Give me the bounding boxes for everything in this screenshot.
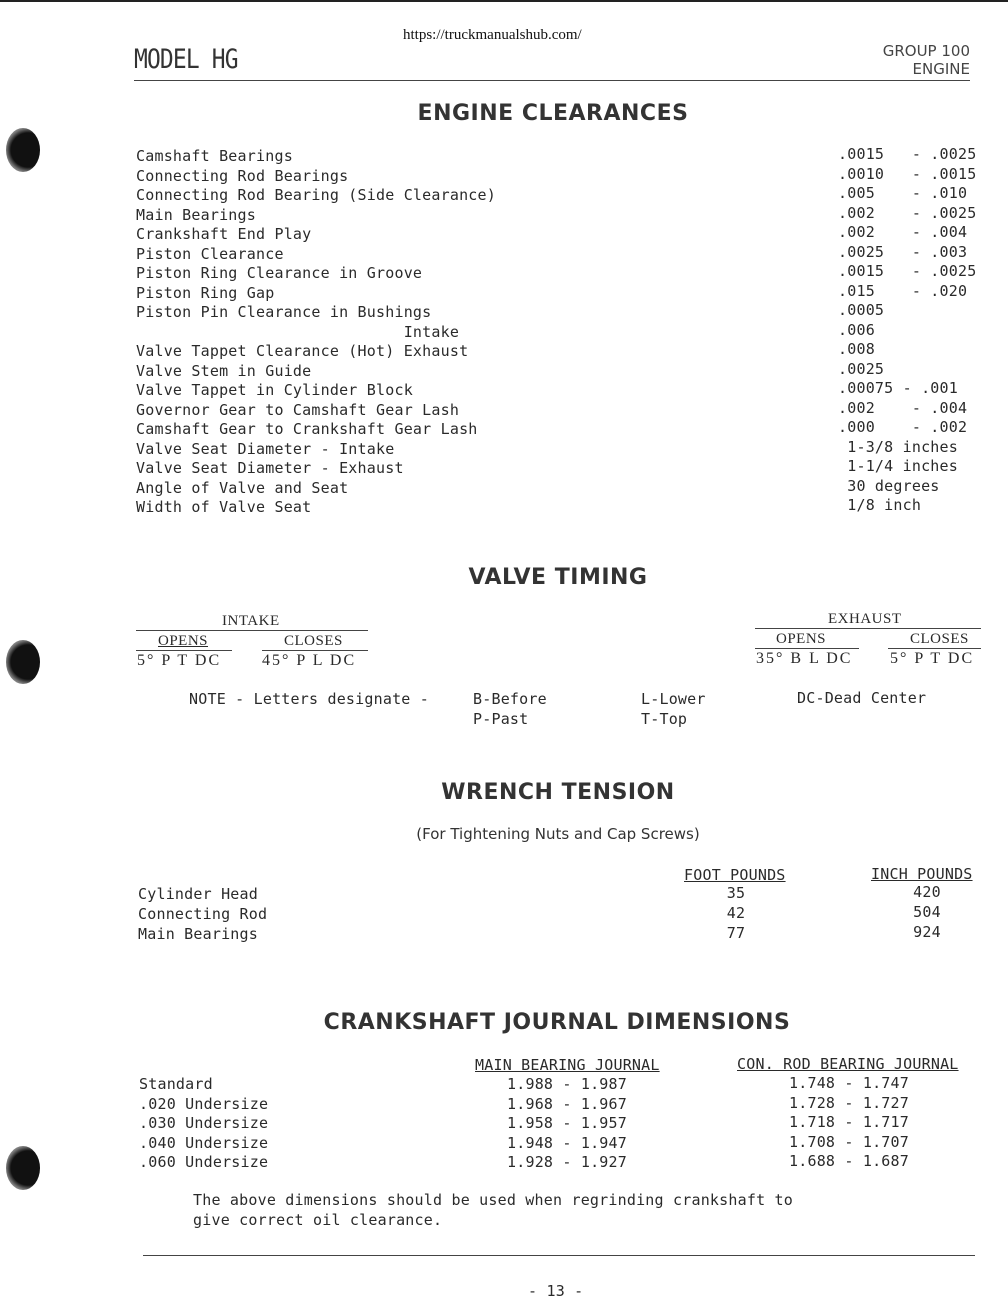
crankshaft-title: CRANKSHAFT JOURNAL DIMENSIONS: [323, 1010, 791, 1035]
wrench-row-inch: 504: [913, 903, 941, 921]
engine-clearances-title: ENGINE CLEARANCES: [417, 101, 689, 126]
intake-closes-label: CLOSES: [284, 633, 343, 649]
punch-hole-bottom: [6, 1146, 40, 1190]
crank-row-rod: 1.688 - 1.687: [789, 1152, 909, 1170]
intake-opens-label: OPENS: [158, 633, 209, 649]
crank-row-rod: 1.718 - 1.717: [789, 1113, 909, 1131]
model-title: MODEL HG: [134, 44, 238, 75]
timing-note-prefix: NOTE - Letters designate -: [189, 690, 429, 708]
clearance-label: Piston Pin Clearance in Bushings: [136, 303, 432, 321]
crank-row-label: Standard: [139, 1075, 213, 1093]
intake-rule: [136, 630, 368, 631]
clearance-value: .0025 - .003: [838, 242, 968, 261]
clearance-label: Connecting Rod Bearings: [136, 166, 349, 185]
group-sub-label: ENGINE: [912, 60, 970, 78]
clearance-value: .002 - .0025: [838, 203, 977, 222]
clearance-label: Crankshaft End Play: [136, 225, 312, 243]
valve-timing-title: VALVE TIMING: [468, 565, 648, 590]
clearance-value: .000 - .002: [838, 418, 968, 436]
clearance-value: .002 - .004: [838, 398, 968, 417]
exhaust-closes-rule: [888, 648, 981, 649]
crank-row-main: 1.968 - 1.967: [507, 1094, 627, 1113]
clearance-label: Angle of Valve and Seat: [136, 478, 349, 497]
crank-row-main: 1.958 - 1.957: [507, 1114, 627, 1132]
con-rod-journal-header: CON. ROD BEARING JOURNAL: [737, 1055, 959, 1073]
exhaust-opens-label: OPENS: [776, 631, 827, 647]
clearance-value: .008: [838, 340, 875, 358]
clearance-label: Valve Stem in Guide: [136, 361, 312, 380]
group-label: GROUP 100: [882, 42, 970, 60]
clearance-value: .005 - .010: [838, 184, 968, 202]
header-url[interactable]: https://truckmanualshub.com/: [403, 27, 582, 43]
intake-label: INTAKE: [222, 613, 280, 629]
clearance-label: Connecting Rod Bearing (Side Clearance): [136, 186, 496, 204]
timing-note-past: P-Past: [473, 710, 529, 728]
timing-note-before: B-Before: [473, 690, 547, 708]
clearance-value: .015 - .020: [838, 281, 968, 300]
clearance-value: 1/8 inch: [838, 496, 922, 514]
intake-opens-rule: [136, 650, 232, 651]
clearance-value: .006: [838, 320, 875, 339]
exhaust-closes-value: 5° P T DC: [890, 650, 975, 667]
crank-row-label: .040 Undersize: [139, 1133, 269, 1152]
wrench-row-foot: 77: [726, 924, 746, 942]
clearance-label: Width of Valve Seat: [136, 498, 312, 516]
clearance-value: .002 - .004: [838, 223, 968, 241]
clearance-label: Main Bearings: [136, 205, 256, 224]
clearance-label: Valve Seat Diameter - Intake: [136, 439, 395, 458]
timing-note-top: T-Top: [641, 710, 688, 728]
clearance-value: .0010 - .0015: [838, 164, 977, 183]
clearance-label: Valve Seat Diameter - Exhaust: [136, 459, 404, 477]
crank-row-label: .030 Undersize: [139, 1114, 269, 1132]
exhaust-opens-value: 35° B L DC: [756, 650, 853, 667]
exhaust-rule: [755, 628, 981, 629]
clearance-value: .0005: [838, 301, 885, 319]
wrench-row-inch: 924: [913, 923, 941, 941]
top-edge-line: [0, 0, 1008, 2]
wrench-row-label: Cylinder Head: [138, 885, 258, 903]
crankshaft-note-line-1: The above dimensions should be used when regrinding crankshaft to: [193, 1191, 793, 1209]
crank-row-main: 1.928 - 1.927: [507, 1153, 627, 1171]
inch-pounds-header: INCH POUNDS: [871, 865, 973, 883]
clearance-value: 1-1/4 inches: [838, 457, 958, 475]
intake-opens-value: 5° P T DC: [137, 652, 222, 669]
clearance-label: Camshaft Gear to Crankshaft Gear Lash: [136, 420, 478, 438]
punch-hole-middle: [6, 640, 40, 684]
clearance-label: Piston Clearance: [136, 244, 284, 263]
wrench-row-foot: 42: [726, 904, 746, 922]
exhaust-closes-label: CLOSES: [910, 631, 969, 647]
clearance-label: Piston Ring Clearance in Groove: [136, 264, 423, 282]
clearance-label: Valve Tappet Clearance (Hot) Exhaust: [136, 342, 469, 360]
clearance-value: .0015 - .0025: [838, 262, 977, 280]
wrench-row-label: Main Bearings: [138, 925, 258, 943]
clearance-label: Camshaft Bearings: [136, 147, 293, 165]
crank-row-main: 1.948 - 1.947: [507, 1133, 627, 1152]
clearance-value: 30 degrees: [838, 476, 940, 495]
timing-note-dead-center: DC-Dead Center: [797, 689, 927, 707]
foot-pounds-header: FOOT POUNDS: [684, 866, 786, 884]
intake-closes-value: 45° P L DC: [262, 652, 357, 669]
clearance-label: Governor Gear to Camshaft Gear Lash: [136, 400, 460, 419]
crank-row-main: 1.988 - 1.987: [507, 1075, 627, 1093]
clearance-value: .00075 - .001: [838, 379, 958, 397]
footer-rule: [143, 1255, 975, 1256]
intake-closes-rule: [262, 650, 368, 651]
page-number: - 13 -: [528, 1282, 584, 1300]
crank-row-label: .020 Undersize: [139, 1094, 269, 1113]
clearance-value: .0025: [838, 359, 885, 378]
exhaust-opens-rule: [755, 648, 859, 649]
clearance-value: 1-3/8 inches: [838, 437, 958, 456]
crank-row-rod: 1.748 - 1.747: [789, 1074, 909, 1092]
wrench-row-foot: 35: [726, 884, 746, 902]
wrench-tension-subtitle: (For Tightening Nuts and Cap Screws): [416, 825, 700, 843]
wrench-row-label: Connecting Rod: [138, 905, 268, 923]
timing-note-lower: L-Lower: [641, 690, 706, 708]
clearance-label: Piston Ring Gap: [136, 283, 275, 302]
header-rule: [134, 80, 970, 81]
clearance-label: Intake: [136, 322, 460, 341]
wrench-tension-title: WRENCH TENSION: [441, 780, 675, 805]
punch-hole-top: [6, 128, 40, 172]
wrench-row-inch: 420: [913, 883, 941, 901]
crank-row-rod: 1.728 - 1.727: [789, 1093, 909, 1112]
crankshaft-note-line-2: give correct oil clearance.: [193, 1211, 443, 1229]
crank-row-label: .060 Undersize: [139, 1153, 269, 1171]
clearance-label: Valve Tappet in Cylinder Block: [136, 381, 413, 399]
main-bearing-journal-header: MAIN BEARING JOURNAL: [475, 1056, 660, 1074]
exhaust-label: EXHAUST: [828, 611, 902, 627]
clearance-value: .0015 - .0025: [838, 145, 977, 163]
crank-row-rod: 1.708 - 1.707: [789, 1132, 909, 1151]
